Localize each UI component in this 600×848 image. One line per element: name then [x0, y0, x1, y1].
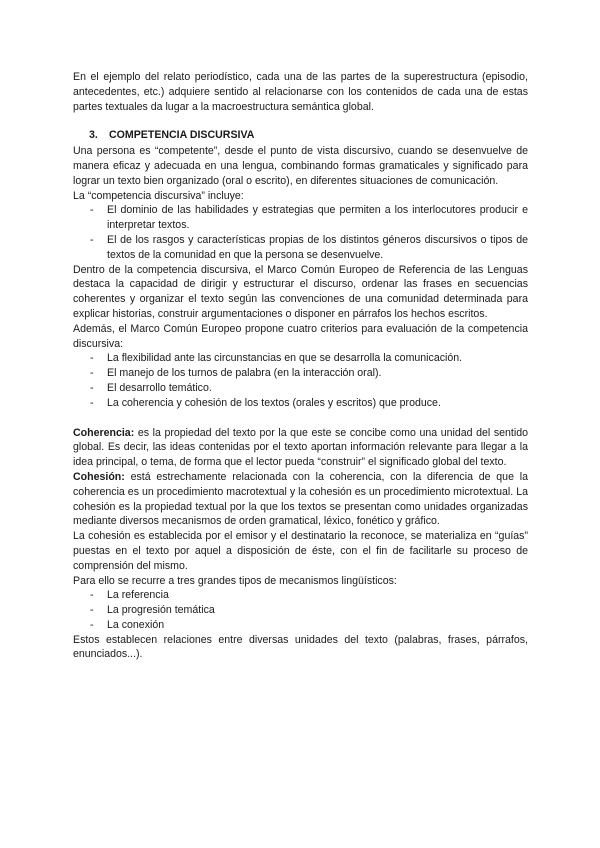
- criteria-lead: Además, el Marco Común Europeo propone cuatro criterios para evaluación de la competencia discursiva:: [73, 322, 528, 350]
- coherencia-text: es la propiedad del texto por la que este se concibe como una unidad del sentido global. Es decir, las ideas contenidas por el texto aportan información relevante para llegar a la idea principal, o tema, de forma que el lector pueda “construir” el significado global del texto.: [73, 426, 528, 469]
- cohesion-term: Cohesión:: [73, 470, 125, 483]
- mechanisms-lead: Para ello se recurre a tres grandes tipos de mecanismos lingüísticos:: [73, 574, 397, 587]
- coherencia-paragraph: [73, 426, 528, 470]
- includes-lead: La “competencia discursiva” incluye:: [73, 189, 244, 202]
- includes-list: [73, 203, 528, 262]
- list-item: - La referencia: [73, 588, 528, 603]
- list-item: - El desarrollo temático.: [73, 381, 528, 396]
- cohesion-established-paragraph: La cohesión es establecida por el emisor y el destinatario la reconoce, se materializa en “guías” puestas en el texto por aquel a disposición de éste, con el fin de facilitarle su proceso de comprensión del mismo.: [73, 530, 528, 572]
- list-item: - El de los rasgos y características propias de los distintos géneros discursivos o tipos de textos de la comunidad en que la persona se desenvuelve.: [73, 233, 528, 263]
- section-number: 3.: [89, 129, 98, 142]
- list-item: - El dominio de las habilidades y estrategias que permiten a los interlocutores producir e interpretar textos.: [73, 203, 528, 233]
- list-item: - La flexibilidad ante las circunstancias en que se desarrolla la comunicación.: [73, 351, 528, 366]
- criteria-list: [73, 351, 528, 410]
- section-title: COMPETENCIA DISCURSIVA: [109, 129, 255, 142]
- section-heading: [89, 128, 528, 143]
- coherencia-term: Coherencia:: [73, 426, 135, 439]
- paragraph-gap: [73, 411, 528, 426]
- mechanisms-list: [73, 588, 528, 632]
- intro-paragraph: En el ejemplo del relato periodístico, cada una de las partes de la superestructura (episodio, antecedentes, etc.) adquiere sentido al relacionarse con los contenidos de cada una de estas partes textuales da lugar a la macroestructura semántica global.: [73, 71, 528, 113]
- cohesion-paragraph: [73, 470, 528, 529]
- list-item: - La progresión temática: [73, 603, 528, 618]
- list-item: - La conexión: [73, 618, 528, 633]
- cohesion-text: está estrechamente relacionada con la coherencia, con la diferencia de que la coherencia es un procedimiento macrotextual y la cohesión es un procedimiento microtextual. La cohesión es la propiedad textual por la que los textos se presentan como unidades organizadas mediante diversos mecanismos de orden gramatical, léxico, fonético y gráfico.: [73, 470, 528, 528]
- definition-paragraph: Una persona es “competente”, desde el punto de vista discursivo, cuando se desenvuelve de manera eficaz y adecuada en una lengua, combinando formas gramaticales y significado para lograr un texto bien organizado (oral o escrito), en diferentes situaciones de comunicación.: [73, 145, 528, 187]
- list-item: - El manejo de los turnos de palabra (en la interacción oral).: [73, 366, 528, 381]
- closing-paragraph: Estos establecen relaciones entre diversas unidades del texto (palabras, frases, párrafos, enunciados...).: [73, 633, 528, 661]
- mcer-paragraph: Dentro de la competencia discursiva, el Marco Común Europeo de Referencia de las Lenguas destaca la capacidad de dirigir y estructurar el discurso, ordenar las frases en secuencias coherentes y organizar el texto según las convenciones de una comunidad determinada para explicar historias, construir argumentaciones o disponer en párrafos los hechos escritos.: [73, 263, 528, 320]
- list-item: - La coherencia y cohesión de los textos (orales y escritos) que produce.: [73, 396, 528, 411]
